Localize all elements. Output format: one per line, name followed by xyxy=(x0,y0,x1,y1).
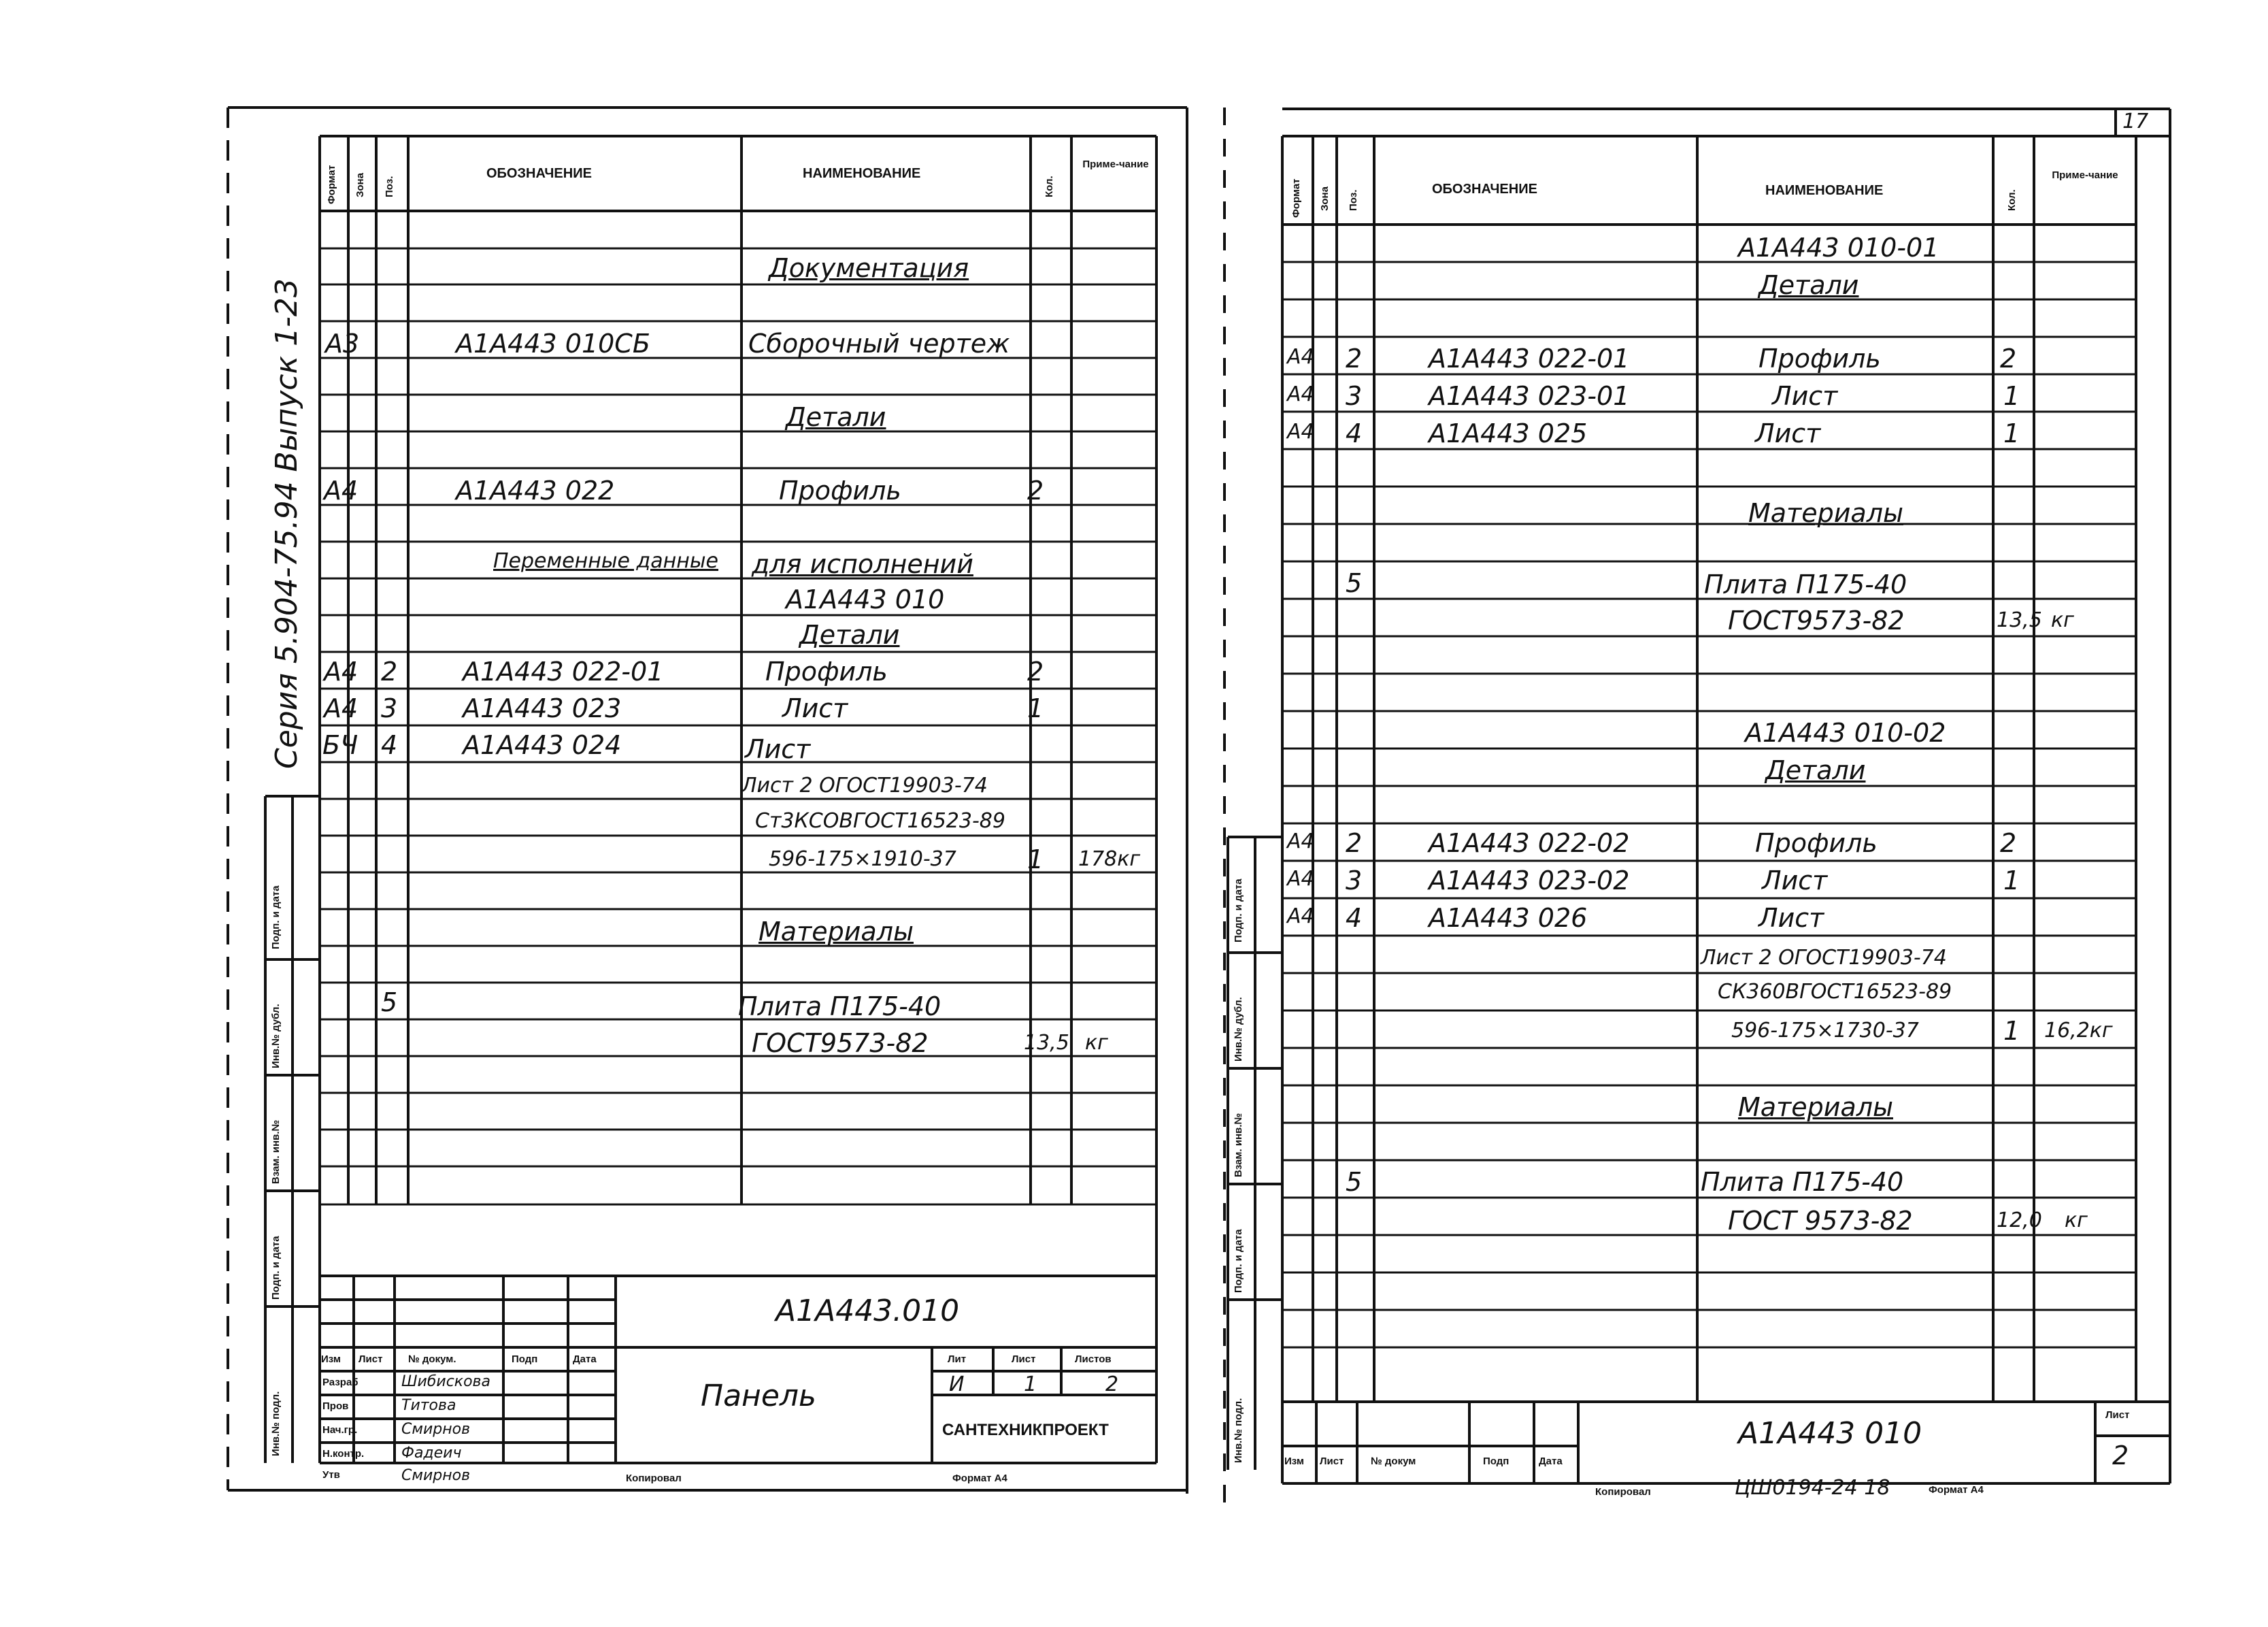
row-designation: А1А443 022-01 xyxy=(1429,344,1630,374)
format-label: Формат А4 xyxy=(1929,1484,1984,1496)
row-format: А4 xyxy=(1287,867,1314,891)
row-designation: А1А443 023 xyxy=(463,693,622,723)
role-norm-control: Н.контр. xyxy=(322,1448,365,1460)
row-pos: 4 xyxy=(1346,903,1363,933)
header-name: НАИМЕНОВАНИЕ xyxy=(1765,183,1884,198)
row-pos: 2 xyxy=(1346,344,1363,374)
row-designation: А1А443 022 xyxy=(456,476,615,506)
role-approved: Утв xyxy=(322,1469,340,1481)
row-name: 596-175×1730-37 xyxy=(1731,1019,1919,1042)
change-header-date: Дата xyxy=(573,1353,597,1365)
person-name: Смирнов xyxy=(401,1421,471,1438)
row-format: А4 xyxy=(1287,904,1314,928)
row-name: 596-175×1910-37 xyxy=(769,847,956,871)
title-code: А1А443.010 xyxy=(776,1294,960,1328)
row-name: Документация xyxy=(769,253,969,283)
header-qty: Кол. xyxy=(1044,176,1055,197)
header-format: Формат xyxy=(1290,178,1302,218)
row-name: Лист xyxy=(782,693,848,723)
row-name: ГОСТ9573-82 xyxy=(752,1028,929,1058)
row-name: Сборочный чертеж xyxy=(748,329,1010,359)
header-zone: Зона xyxy=(354,173,366,197)
row-qty: 2 xyxy=(2000,344,2017,374)
row-designation: А1А443 023-02 xyxy=(1429,866,1630,895)
row-designation: А1А443 022-02 xyxy=(1429,828,1630,858)
row-pos: 5 xyxy=(1346,568,1363,598)
row-pos: 4 xyxy=(381,730,398,760)
row-format: А4 xyxy=(324,693,358,723)
role-checker: Пров xyxy=(322,1400,349,1412)
header-note: Приме-чание xyxy=(2052,169,2118,181)
row-note: кг xyxy=(1085,1031,1108,1055)
row-designation: А1А443 010СБ xyxy=(456,329,650,359)
row-qty: 1 xyxy=(2003,381,2020,411)
row-qty: 1 xyxy=(2003,866,2020,895)
lit-value: И xyxy=(949,1373,965,1396)
copied-label: Копировал xyxy=(1595,1486,1651,1498)
header-name: НАИМЕНОВАНИЕ xyxy=(803,166,921,181)
person-name: Шибискова xyxy=(401,1373,490,1390)
row-name: Детали xyxy=(799,620,900,650)
row-format: А4 xyxy=(1287,345,1314,369)
sheets-label: Листов xyxy=(1075,1353,1112,1365)
row-name: Материалы xyxy=(1738,1092,1893,1122)
row-name: Детали xyxy=(1758,270,1859,300)
row-name: Плита П175-40 xyxy=(1701,1167,1904,1197)
person-name: Фадеич xyxy=(401,1445,462,1462)
row-name: Лист xyxy=(1758,903,1824,933)
header-designation: ОБОЗНАЧЕНИЕ xyxy=(1432,182,1537,197)
row-name: Лист xyxy=(1755,418,1821,448)
organization: САНТЕХНИКПРОЕКТ xyxy=(942,1421,1109,1439)
sheet-label: Лист xyxy=(1012,1353,1036,1365)
row-pos: 2 xyxy=(1346,828,1363,858)
row-note: 178кг xyxy=(1078,847,1141,871)
change-header-rev: Изм xyxy=(1284,1456,1304,1467)
header-format: Формат xyxy=(326,165,337,204)
row-qty: 1 xyxy=(2003,1016,2020,1046)
copied-label: Копировал xyxy=(626,1473,682,1484)
sheet-value: 1 xyxy=(1024,1373,1037,1396)
stamp-sign-date: Подп. и дата xyxy=(270,885,282,949)
row-pos: 4 xyxy=(1346,418,1363,448)
row-pos: 3 xyxy=(1346,381,1363,411)
stamp-orig-inv: Инв.№ подл. xyxy=(270,1391,282,1456)
role-developer: Разраб xyxy=(322,1377,358,1388)
row-qty: 2 xyxy=(1027,657,1044,687)
row-name: Лист 2 ОГОСТ19903-74 xyxy=(741,774,988,798)
row-format: А3 xyxy=(325,329,360,359)
row-format: А4 xyxy=(1287,829,1314,853)
product-name: Панель xyxy=(701,1379,816,1413)
row-designation: А1А443 026 xyxy=(1429,903,1588,933)
stamp-sign-date-2: Подп. и дата xyxy=(270,1236,282,1300)
row-designation: А1А443 025 xyxy=(1429,418,1588,448)
row-pos: 5 xyxy=(1346,1167,1363,1197)
row-format: А4 xyxy=(324,657,358,687)
row-name: Детали xyxy=(1765,755,1866,785)
series-label: Серия 5.904-75.94 Выпуск 1-23 xyxy=(269,278,304,769)
row-name: Профиль xyxy=(765,657,888,687)
row-pos: 2 xyxy=(381,657,398,687)
row-pos: 5 xyxy=(381,987,398,1017)
row-name: Детали xyxy=(786,402,886,432)
row-name: Лист 2 ОГОСТ19903-74 xyxy=(1701,946,1947,970)
person-name: Смирнов xyxy=(401,1467,471,1484)
stamp-sign-date: Подп. и дата xyxy=(1233,878,1244,942)
row-pos: 3 xyxy=(1346,866,1363,895)
sheet-label: Лист xyxy=(2105,1409,2130,1421)
row-qty: 12,0 xyxy=(1997,1209,2042,1232)
row-name: Ст3КСОВГОСТ16523-89 xyxy=(755,809,1005,833)
stamp-dup-inv: Инв.№ дубл. xyxy=(270,1004,282,1068)
header-pos: Поз. xyxy=(1348,189,1359,211)
row-name: Лист xyxy=(745,734,811,764)
row-qty: 1 xyxy=(1027,693,1044,723)
row-name: СК360ВГОСТ16523-89 xyxy=(1718,980,1952,1004)
row-qty: 2 xyxy=(1027,476,1044,506)
stamp-sign-date-2: Подп. и дата xyxy=(1233,1229,1244,1293)
header-qty: Кол. xyxy=(2006,189,2018,211)
row-name: А1А443 010-02 xyxy=(1745,718,1946,748)
format-label: Формат А4 xyxy=(952,1473,1007,1484)
row-format: А4 xyxy=(1287,420,1314,444)
stamp-replaced-inv: Взам. инв.№ xyxy=(270,1119,282,1184)
row-name: Лист xyxy=(1762,866,1828,895)
sheet-number: 17 xyxy=(2122,110,2149,133)
row-designation: А1А443 023-01 xyxy=(1429,381,1630,411)
row-name: Материалы xyxy=(758,917,914,947)
row-note: кг xyxy=(2051,608,2074,632)
header-zone: Зона xyxy=(1319,186,1331,211)
row-format: БЧ xyxy=(322,730,358,760)
change-header-sheet: Лист xyxy=(358,1353,383,1365)
row-qty: 13,5 xyxy=(1024,1031,1069,1055)
change-header-doc: № докум. xyxy=(408,1353,456,1365)
role-group-head: Нач.гр. xyxy=(322,1424,358,1436)
row-name: Материалы xyxy=(1748,498,1903,528)
row-name: Профиль xyxy=(779,476,901,506)
row-name: Профиль xyxy=(1758,344,1881,374)
row-name: Лист xyxy=(1772,381,1838,411)
header-designation: ОБОЗНАЧЕНИЕ xyxy=(486,166,592,181)
person-name: Титова xyxy=(401,1397,456,1414)
doc-number: ЦШ0194-24 18 xyxy=(1735,1476,1890,1500)
row-qty: 13,5 xyxy=(1997,608,2042,632)
stamp-orig-inv: Инв.№ подл. xyxy=(1233,1398,1244,1463)
header-note: Приме-чание xyxy=(1082,159,1149,170)
title-code: А1А443 010 xyxy=(1738,1416,1922,1451)
row-name: для исполнений xyxy=(752,549,973,579)
row-name: ГОСТ 9573-82 xyxy=(1728,1206,1913,1236)
change-header-sign: Подп xyxy=(1483,1456,1510,1467)
stamp-dup-inv: Инв.№ дубл. xyxy=(1233,997,1244,1062)
row-name: ГОСТ9573-82 xyxy=(1728,606,1905,636)
row-designation: А1А443 022-01 xyxy=(463,657,664,687)
row-name: Плита П175-40 xyxy=(1704,570,1907,599)
change-header-sheet: Лист xyxy=(1320,1456,1344,1467)
header-pos: Поз. xyxy=(384,176,395,197)
stamp-replaced-inv: Взам. инв.№ xyxy=(1233,1113,1244,1177)
row-note: кг xyxy=(2065,1209,2088,1232)
lit-label: Лит xyxy=(948,1353,967,1365)
row-name: Профиль xyxy=(1755,828,1878,858)
sheets-value: 2 xyxy=(1105,1373,1119,1396)
row-format: А4 xyxy=(324,476,358,506)
row-format: А4 xyxy=(1287,382,1314,406)
row-name: А1А443 010 xyxy=(786,585,945,614)
sheet-value: 2 xyxy=(2112,1441,2129,1470)
row-designation: Переменные данные xyxy=(493,549,719,573)
change-header-sign: Подп xyxy=(512,1353,538,1365)
change-header-rev: Изм xyxy=(321,1353,341,1365)
row-name: Плита П175-40 xyxy=(738,991,941,1021)
row-designation: А1А443 024 xyxy=(463,730,622,760)
change-header-doc: № докум xyxy=(1371,1456,1416,1467)
row-qty: 1 xyxy=(2003,418,2020,448)
row-pos: 3 xyxy=(381,693,398,723)
change-header-date: Дата xyxy=(1539,1456,1563,1467)
row-qty: 1 xyxy=(1027,844,1044,874)
row-qty: 2 xyxy=(2000,828,2017,858)
row-note: 16,2кг xyxy=(2044,1019,2113,1042)
row-name: А1А443 010-01 xyxy=(1738,233,1939,263)
